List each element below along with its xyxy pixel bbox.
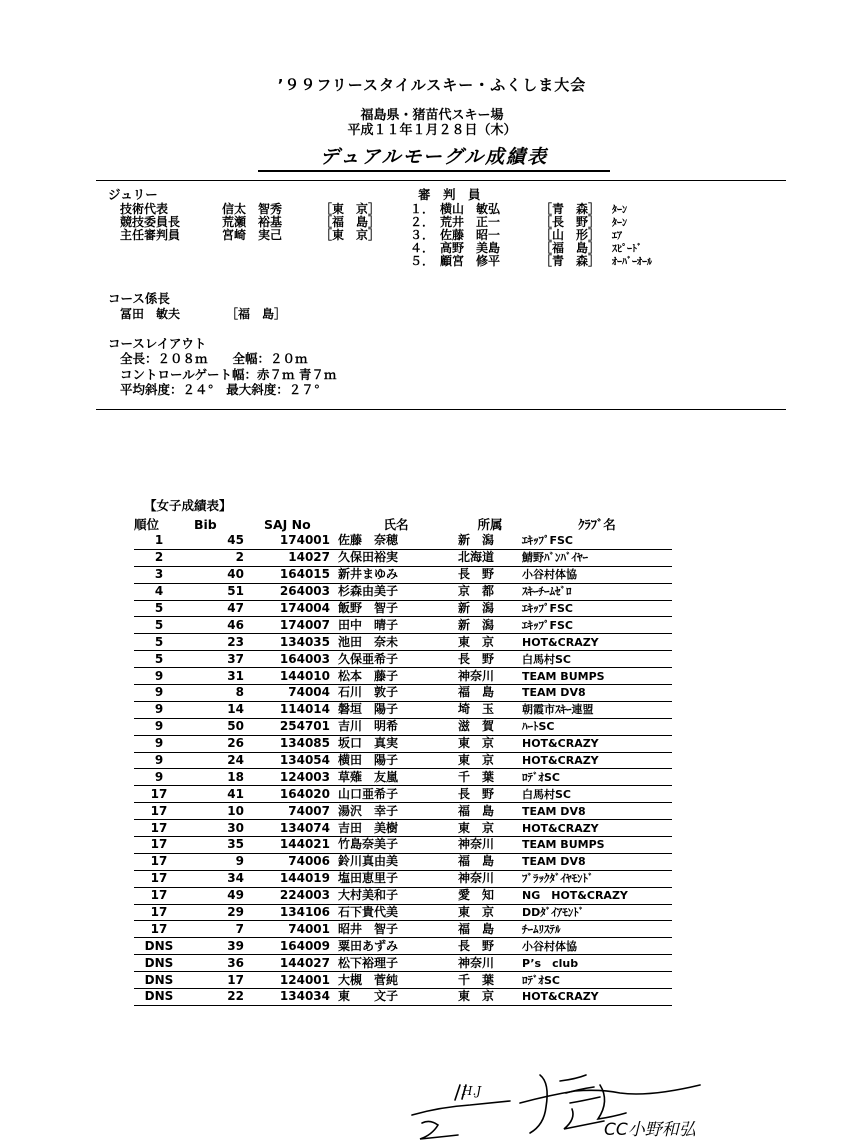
judge-name: 高野 美島 (440, 241, 501, 255)
athlete-name-cell: 石川 敦子 (334, 685, 454, 702)
affiliation-cell: 神奈川 (454, 837, 522, 854)
table-row (134, 566, 672, 583)
affiliation-cell: 愛 知 (454, 887, 522, 904)
affiliation-cell: 東 京 (454, 634, 522, 651)
saj-no-cell: 134034 (250, 989, 334, 1006)
table-row (134, 735, 672, 752)
saj-no-cell: 174001 (250, 533, 334, 549)
athlete-name-cell: 坂口 真実 (334, 735, 454, 752)
table-row (134, 887, 672, 904)
judge-name: 顧宮 修平 (440, 254, 501, 268)
affiliation-cell: 長 野 (454, 938, 522, 955)
rank-cell: 9 (134, 701, 184, 718)
judge-name: 佐藤 昭一 (440, 228, 501, 242)
affiliation-cell: 滋 賀 (454, 718, 522, 735)
judge-task: ﾀｰﾝ (612, 205, 627, 216)
table-row (134, 685, 672, 702)
table-row (134, 989, 672, 1006)
judge-number: ３． (409, 228, 434, 242)
rank-cell: 5 (134, 651, 184, 668)
athlete-name-cell: 吉川 明希 (334, 718, 454, 735)
saj-no-cell: 124003 (250, 769, 334, 786)
affiliation-cell: 長 野 (454, 651, 522, 668)
judge-name: 荒井 正一 (440, 215, 501, 229)
club-name-cell: ｴｷｯﾌﾟFSC (522, 600, 672, 617)
club-name-cell: ﾊｰﾄSC (522, 718, 672, 735)
table-row (134, 617, 672, 634)
judge-pref: ［青 森］ (540, 202, 601, 216)
club-name-cell: ｽｷｰﾁｰﾑｾﾞﾛ (522, 583, 672, 600)
athlete-name-cell: 草薙 友嵐 (334, 769, 454, 786)
top-rule (96, 180, 786, 181)
judge-task: ｽﾋﾟｰﾄﾞ (612, 244, 642, 255)
rank-cell: 9 (134, 735, 184, 752)
affiliation-cell: 神奈川 (454, 870, 522, 887)
table-row (134, 921, 672, 938)
bib-cell: 46 (184, 617, 250, 634)
table-row (134, 853, 672, 870)
jury-role: 技術代表 (120, 202, 169, 216)
col-bib: Bib (194, 516, 217, 532)
athlete-name-cell: 久保亜希子 (334, 651, 454, 668)
course-chief-pref: ［福 島］ (226, 307, 287, 321)
saj-no-cell: 254701 (250, 718, 334, 735)
rank-cell: DNS (134, 972, 184, 989)
saj-no-cell: 134035 (250, 634, 334, 651)
affiliation-cell: 福 島 (454, 853, 522, 870)
col-pref: 所属 (477, 517, 503, 532)
bib-cell: 17 (184, 972, 250, 989)
club-name-cell: ﾛﾃﾞｵSC (522, 972, 672, 989)
bib-cell: 24 (184, 752, 250, 769)
saj-no-cell: 74007 (250, 803, 334, 820)
bib-cell: 45 (184, 533, 250, 549)
club-name-cell: ｴｷｯﾌﾟFSC (522, 533, 672, 549)
affiliation-cell: 福 島 (454, 921, 522, 938)
affiliation-cell: 東 京 (454, 989, 522, 1006)
saj-no-cell: 14027 (250, 549, 334, 566)
saj-no-cell: 74004 (250, 685, 334, 702)
bib-cell: 34 (184, 870, 250, 887)
slope-gradient: 平均斜度：２４° 最大斜度：２７° (120, 382, 321, 397)
jury-pref: ［東 京］ (320, 202, 381, 216)
affiliation-cell: 北海道 (454, 549, 522, 566)
bib-cell: 9 (184, 853, 250, 870)
table-row (134, 837, 672, 854)
rank-cell: 5 (134, 617, 184, 634)
athlete-name-cell: 飯野 智子 (334, 600, 454, 617)
table-row (134, 718, 672, 735)
athlete-name-cell: 東 文子 (334, 989, 454, 1006)
athlete-name-cell: 新井まゆみ (334, 566, 454, 583)
table-row (134, 769, 672, 786)
course-chief (120, 308, 286, 321)
affiliation-cell: 東 京 (454, 820, 522, 837)
table-row (134, 972, 672, 989)
club-name-cell: HOT&CRAZY (522, 634, 672, 651)
club-name-cell: DDﾀﾞｲｱﾓﾝﾄﾞ (522, 904, 672, 921)
bib-cell: 51 (184, 583, 250, 600)
athlete-name-cell: 松本 藤子 (334, 668, 454, 685)
col-name: 氏名 (383, 517, 409, 532)
bib-cell: 47 (184, 600, 250, 617)
affiliation-cell: 千 葉 (454, 972, 522, 989)
athlete-name-cell: 松下裕理子 (334, 955, 454, 972)
table-row (134, 752, 672, 769)
event-title: ’９９フリースタイルスキー・ふくしま大会 (277, 76, 587, 94)
club-name-cell: 小谷村体協 (522, 938, 672, 955)
bib-cell: 40 (184, 566, 250, 583)
athlete-name-cell: 久保田裕実 (334, 549, 454, 566)
club-name-cell: TEAM BUMPS (522, 837, 672, 854)
athlete-name-cell: 湯沢 幸子 (334, 803, 454, 820)
athlete-name-cell: 田中 晴子 (334, 617, 454, 634)
rank-cell: 17 (134, 786, 184, 803)
bib-cell: 39 (184, 938, 250, 955)
cc-note: CC小野和弘 (604, 1120, 696, 1140)
table-row (134, 668, 672, 685)
affiliation-cell: 福 島 (454, 685, 522, 702)
saj-no-cell: 134085 (250, 735, 334, 752)
table-row (134, 533, 672, 549)
rank-cell: 17 (134, 904, 184, 921)
affiliation-cell: 長 野 (454, 566, 522, 583)
club-name-cell: TEAM DV8 (522, 685, 672, 702)
bib-cell: 22 (184, 989, 250, 1006)
table-row (134, 600, 672, 617)
table-row (134, 701, 672, 718)
bib-cell: 35 (184, 837, 250, 854)
saj-no-cell: 224003 (250, 887, 334, 904)
affiliation-cell: 長 野 (454, 786, 522, 803)
athlete-name-cell: 杉森由美子 (334, 583, 454, 600)
saj-no-cell: 164020 (250, 786, 334, 803)
saj-no-cell: 134054 (250, 752, 334, 769)
rank-cell: 9 (134, 769, 184, 786)
athlete-name-cell: 大槻 菅純 (334, 972, 454, 989)
bib-cell: 8 (184, 685, 250, 702)
saj-no-cell: 174004 (250, 600, 334, 617)
course-chief-label: コース係長 (108, 291, 170, 306)
saj-no-cell: 74006 (250, 853, 334, 870)
saj-no-cell: 144021 (250, 837, 334, 854)
table-row (134, 583, 672, 600)
affiliation-cell: 神奈川 (454, 955, 522, 972)
affiliation-cell: 東 京 (454, 752, 522, 769)
athlete-name-cell: 石下貴代美 (334, 904, 454, 921)
bib-cell: 10 (184, 803, 250, 820)
table-row (134, 651, 672, 668)
club-name-cell: ｴｷｯﾌﾟFSC (522, 617, 672, 634)
athlete-name-cell: 粟田あずみ (334, 938, 454, 955)
club-name-cell: HOT&CRAZY (522, 820, 672, 837)
club-name-cell: 白馬村SC (522, 786, 672, 803)
club-name-cell: NG HOT&CRAZY (522, 887, 672, 904)
judges-label: 審 判 員 (418, 187, 481, 202)
bib-cell: 14 (184, 701, 250, 718)
rank-cell: 2 (134, 549, 184, 566)
venue: 福島県・猪苗代スキー場 (360, 108, 504, 123)
table-row (134, 904, 672, 921)
rank-cell: 17 (134, 837, 184, 854)
saj-no-cell: 74001 (250, 921, 334, 938)
rank-cell: 17 (134, 803, 184, 820)
table-row (134, 820, 672, 837)
bib-cell: 30 (184, 820, 250, 837)
judge-name: 横山 敏弘 (440, 202, 501, 216)
rank-cell: 17 (134, 870, 184, 887)
judge-number: ４． (409, 241, 434, 255)
athlete-name-cell: 池田 奈未 (334, 634, 454, 651)
club-name-cell: TEAM BUMPS (522, 668, 672, 685)
bib-cell: 2 (184, 549, 250, 566)
affiliation-cell: 福 島 (454, 803, 522, 820)
bib-cell: 18 (184, 769, 250, 786)
judge-number: １． (409, 202, 434, 216)
course-length-width: 全長：２０８ｍ 全幅：２０ｍ (120, 351, 308, 366)
jury-member (120, 229, 380, 242)
athlete-name-cell: 塩田恵里子 (334, 870, 454, 887)
bib-cell: 36 (184, 955, 250, 972)
affiliation-cell: 京 都 (454, 583, 522, 600)
saj-no-cell: 124001 (250, 972, 334, 989)
rank-cell: 9 (134, 685, 184, 702)
saj-no-cell: 134106 (250, 904, 334, 921)
jury-pref: ［東 京］ (320, 228, 381, 242)
rank-cell: 3 (134, 566, 184, 583)
jury-pref: ［福 島］ (320, 215, 381, 229)
judge-pref: ［福 島］ (540, 241, 601, 255)
bib-cell: 29 (184, 904, 250, 921)
results-header-row (134, 515, 672, 533)
athlete-name-cell: 昭井 智子 (334, 921, 454, 938)
col-saj: SAJ No (264, 516, 311, 532)
club-name-cell: P’s club (522, 955, 672, 972)
club-name-cell: TEAM DV8 (522, 803, 672, 820)
bib-cell: 41 (184, 786, 250, 803)
affiliation-cell: 埼 玉 (454, 701, 522, 718)
results-body (134, 533, 672, 1005)
athlete-name-cell: 佐藤 奈穂 (334, 533, 454, 549)
jury-role: 主任審判員 (120, 228, 181, 242)
saj-no-cell: 174007 (250, 617, 334, 634)
control-gate-width: コントロールゲート幅：赤７ｍ 青７ｍ (120, 367, 337, 382)
club-name-cell: HOT&CRAZY (522, 752, 672, 769)
affiliation-cell: 神奈川 (454, 668, 522, 685)
bib-cell: 37 (184, 651, 250, 668)
rank-cell: 5 (134, 600, 184, 617)
club-name-cell: ﾁｰﾑﾘｽﾃﾙ (522, 921, 672, 938)
judge-task: ｵｰﾊﾞｰｵｰﾙ (612, 257, 652, 268)
judge-member (404, 255, 652, 269)
rank-cell: DNS (134, 938, 184, 955)
table-row (134, 870, 672, 887)
bottom-rule (96, 409, 786, 410)
course-layout-label: コースレイアウト (108, 336, 207, 351)
course-chief-name: 冨田 敏夫 (120, 307, 181, 321)
jury-name: 信太 智秀 (222, 202, 283, 216)
rank-cell: 17 (134, 820, 184, 837)
saj-no-cell: 134074 (250, 820, 334, 837)
bib-cell: 23 (184, 634, 250, 651)
rank-cell: 9 (134, 668, 184, 685)
rank-cell: 17 (134, 921, 184, 938)
rank-cell: 17 (134, 853, 184, 870)
saj-no-cell: 264003 (250, 583, 334, 600)
judge-task: ﾀｰﾝ (612, 218, 627, 229)
club-name-cell: 鯖野ﾊﾞﾝﾊﾞｲﾔｰ (522, 549, 672, 566)
club-name-cell: 白馬村SC (522, 651, 672, 668)
bib-cell: 7 (184, 921, 250, 938)
athlete-name-cell: 横田 陽子 (334, 752, 454, 769)
rank-cell: 5 (134, 634, 184, 651)
signature-initials: H.J (462, 1084, 482, 1098)
saj-no-cell: 164015 (250, 566, 334, 583)
jury-label: ジュリー (108, 187, 158, 202)
event-date: 平成１１年１月２８日（木） (347, 123, 517, 138)
judge-task: ｴｱ (612, 231, 622, 242)
judge-pref: ［青 森］ (540, 254, 601, 268)
jury-name: 荒瀬 裕基 (222, 215, 283, 229)
rank-cell: DNS (134, 955, 184, 972)
results-table (134, 515, 672, 1006)
rank-cell: 1 (134, 533, 184, 549)
rank-cell: 4 (134, 583, 184, 600)
col-club: ｸﾗﾌﾞ名 (578, 517, 616, 532)
athlete-name-cell: 磐垣 陽子 (334, 701, 454, 718)
rank-cell: DNS (134, 989, 184, 1006)
jury-name: 宮崎 実己 (222, 228, 283, 242)
results-section-title: 【女子成績表】 (144, 498, 232, 513)
saj-no-cell: 144019 (250, 870, 334, 887)
affiliation-cell: 東 京 (454, 735, 522, 752)
saj-no-cell: 144027 (250, 955, 334, 972)
affiliation-cell: 東 京 (454, 904, 522, 921)
rank-cell: 9 (134, 718, 184, 735)
bib-cell: 49 (184, 887, 250, 904)
table-row (134, 803, 672, 820)
table-row (134, 634, 672, 651)
club-name-cell: ﾛﾃﾞｵSC (522, 769, 672, 786)
bib-cell: 50 (184, 718, 250, 735)
table-row (134, 955, 672, 972)
affiliation-cell: 千 葉 (454, 769, 522, 786)
table-row (134, 938, 672, 955)
club-name-cell: TEAM DV8 (522, 853, 672, 870)
athlete-name-cell: 大村美和子 (334, 887, 454, 904)
saj-no-cell: 164003 (250, 651, 334, 668)
col-rank: 順位 (134, 517, 160, 532)
bib-cell: 26 (184, 735, 250, 752)
jury-role: 競技委員長 (120, 215, 181, 229)
judge-number: ２． (409, 215, 434, 229)
affiliation-cell: 新 潟 (454, 617, 522, 634)
judge-number: ５． (409, 254, 434, 268)
athlete-name-cell: 鈴川真由美 (334, 853, 454, 870)
table-row (134, 549, 672, 566)
club-name-cell: 小谷村体協 (522, 566, 672, 583)
bib-cell: 31 (184, 668, 250, 685)
judge-pref: ［長 野］ (540, 215, 601, 229)
affiliation-cell: 新 潟 (454, 533, 522, 549)
athlete-name-cell: 吉田 美樹 (334, 820, 454, 837)
saj-no-cell: 164009 (250, 938, 334, 955)
rank-cell: 17 (134, 887, 184, 904)
affiliation-cell: 新 潟 (454, 600, 522, 617)
saj-no-cell: 144010 (250, 668, 334, 685)
signature-area (400, 1055, 860, 1145)
judge-pref: ［山 形］ (540, 228, 601, 242)
club-name-cell: HOT&CRAZY (522, 735, 672, 752)
club-name-cell: ﾌﾞﾗｯｸﾀﾞｲﾔﾓﾝﾄﾞ (522, 870, 672, 887)
athlete-name-cell: 山口亜希子 (334, 786, 454, 803)
athlete-name-cell: 竹島奈美子 (334, 837, 454, 854)
saj-no-cell: 114014 (250, 701, 334, 718)
club-name-cell: 朝霞市ｽｷｰ連盟 (522, 701, 672, 718)
table-row (134, 786, 672, 803)
document-title: デュアルモーグル成績表 (258, 142, 610, 172)
club-name-cell: HOT&CRAZY (522, 989, 672, 1006)
rank-cell: 9 (134, 752, 184, 769)
